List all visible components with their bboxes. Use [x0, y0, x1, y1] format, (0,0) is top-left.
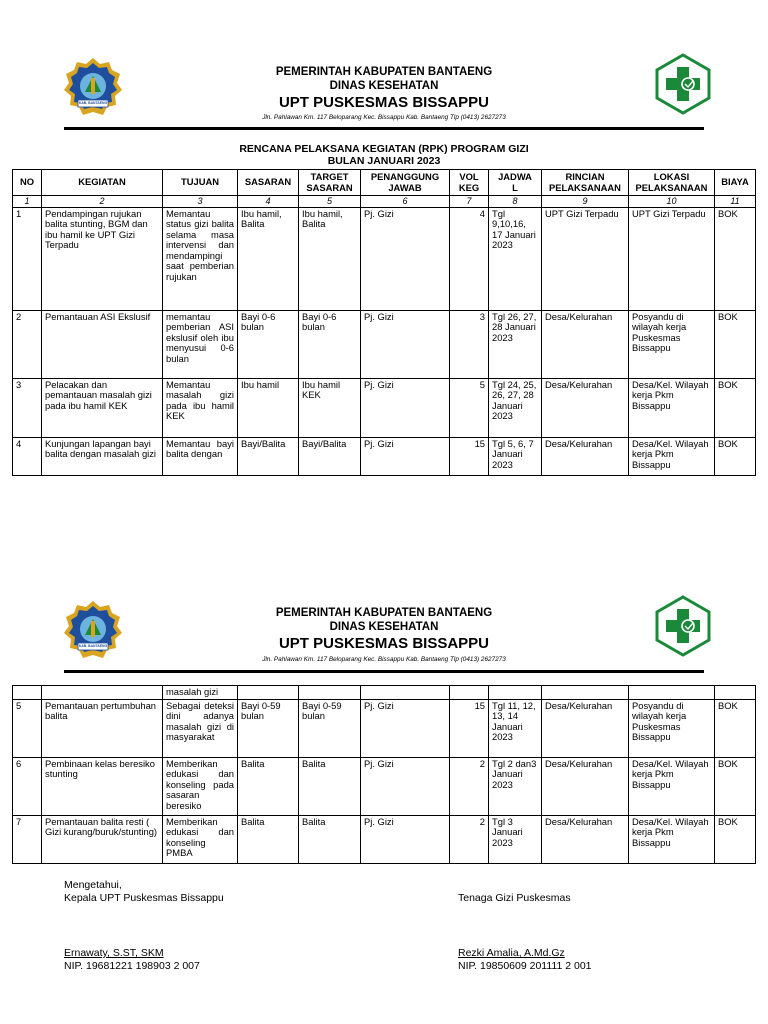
cell-vol: 3 — [450, 310, 489, 378]
letterhead-line-3: UPT PUSKESMAS BISSAPPU — [278, 94, 490, 111]
signature-left — [64, 879, 224, 973]
sig-right-title: Tenaga Gizi Puskesmas — [458, 892, 571, 904]
col-number: 5 — [299, 196, 361, 208]
cell-kegiatan: Pemantauan pertumbuhan balita — [42, 699, 163, 757]
cell-vol: 2 — [450, 757, 489, 815]
cell-vol: 2 — [450, 815, 489, 863]
cell-biaya: BOK — [715, 310, 756, 378]
col-number: 7 — [450, 196, 489, 208]
table-row-continuation — [13, 686, 756, 700]
letterhead-line-2: DINAS KESEHATAN — [329, 80, 439, 92]
emblem-caption: KAB. BANTAENG — [78, 644, 108, 648]
col-number: 9 — [542, 196, 629, 208]
col-number: 6 — [361, 196, 450, 208]
col-number: 2 — [42, 196, 163, 208]
cell-rincian: UPT Gizi Terpadu — [542, 207, 629, 310]
cell-biaya: BOK — [715, 757, 756, 815]
col-header-lokasi: LOKASI PELAKSANAAN — [629, 170, 715, 196]
cell-no: 6 — [13, 757, 42, 815]
cell-tujuan: Memantau status gizi balita selama masa intervensi dan mendampingi saat pemberian rujukan — [163, 207, 238, 310]
cell-rincian: Desa/Kelurahan — [542, 815, 629, 863]
cell-jadwal: Tgl 5, 6, 7 Januari 2023 — [489, 437, 542, 475]
cell-rincian: Desa/Kelurahan — [542, 310, 629, 378]
cell-target: Balita — [299, 757, 361, 815]
cell-lokasi: Desa/Kel. Wilayah kerja Pkm Bissappu — [629, 437, 715, 475]
table-row — [13, 437, 756, 475]
cell-sasaran: Ibu hamil, Balita — [238, 207, 299, 310]
letterhead-line-1: PEMERINTAH KABUPATEN BANTAENG — [275, 66, 493, 78]
sig-left-line-2: Kepala UPT Puskesmas Bissappu — [64, 892, 224, 904]
cell-biaya: BOK — [715, 207, 756, 310]
letterhead-divider — [64, 670, 704, 673]
col-header-no: NO — [13, 170, 42, 196]
cell-rincian: Desa/Kelurahan — [542, 757, 629, 815]
cell-jadwal: Tgl 9,10,16, 17 Januari 2023 — [489, 207, 542, 310]
cell-vol: 4 — [450, 207, 489, 310]
table-header-row — [13, 170, 756, 196]
cell-lokasi: Desa/Kel. Wilayah kerja Pkm Bissappu — [629, 757, 715, 815]
cell-kegiatan: Pembinaan kelas beresiko stunting — [42, 757, 163, 815]
signature-right — [458, 892, 592, 973]
table-row — [13, 207, 756, 310]
cell-sasaran: Bayi 0-59 bulan — [238, 699, 299, 757]
sig-left-nip: NIP. 19681221 198903 2 007 — [64, 960, 200, 972]
cell-tujuan: Memantau masalah gizi pada ibu hamil KEK — [163, 378, 238, 437]
col-number: 8 — [489, 196, 542, 208]
cell-pj: Pj. Gizi — [361, 437, 450, 475]
cell-kegiatan: Pendampingan rujukan balita stunting, BGM dan ibu hamil ke UPT Gizi Terpadu — [42, 207, 163, 310]
table-row — [13, 815, 756, 863]
cell-biaya: BOK — [715, 437, 756, 475]
cell-tujuan: Memberikan edukasi dan konseling pada sasaran beresiko — [163, 757, 238, 815]
cell-pj: Pj. Gizi — [361, 757, 450, 815]
cell-jadwal: Tgl 11, 12, 13, 14 Januari 2023 — [489, 699, 542, 757]
cell-no: 3 — [13, 378, 42, 437]
table-row — [13, 699, 756, 757]
letterhead-line-2: DINAS KESEHATAN — [329, 621, 439, 633]
cell-kegiatan: Pemantauan balita resti ( Gizi kurang/buruk/stunting) — [42, 815, 163, 863]
cell-jadwal: Tgl 24, 25, 26, 27, 28 Januari 2023 — [489, 378, 542, 437]
cell-kegiatan: Pelacakan dan pemantauan masalah gizi pada ibu hamil KEK — [42, 378, 163, 437]
cell-biaya: BOK — [715, 699, 756, 757]
sig-left-line-1: Mengetahui, — [64, 879, 122, 891]
cell-sasaran: Bayi 0-6 bulan — [238, 310, 299, 378]
cell-pj: Pj. Gizi — [361, 699, 450, 757]
cell-target: Bayi 0-59 bulan — [299, 699, 361, 757]
cell-tujuan: Memberikan edukasi dan konseling PMBA — [163, 815, 238, 863]
cell-jadwal: Tgl 2 dan3 Januari 2023 — [489, 757, 542, 815]
cell-target: Bayi 0-6 bulan — [299, 310, 361, 378]
sig-right-name: Rezki Amalia, A.Md.Gz — [458, 947, 565, 959]
cell-target: Ibu hamil, Balita — [299, 207, 361, 310]
cell-kegiatan: Pemantauan ASI Ekslusif — [42, 310, 163, 378]
cell-target: Ibu hamil KEK — [299, 378, 361, 437]
letterhead-text — [200, 65, 568, 112]
cell-no: 5 — [13, 699, 42, 757]
cell-sasaran: Bayi/Balita — [238, 437, 299, 475]
col-header-penanggung-jawab: PENANGGUNG JAWAB — [361, 170, 450, 196]
cell-jadwal: Tgl 26, 27, 28 Januari 2023 — [489, 310, 542, 378]
cell-tujuan: masalah gizi — [163, 686, 238, 700]
cell-biaya: BOK — [715, 815, 756, 863]
cell-tujuan: memantau pemberian ASI ekslusif oleh ibu menyusui 0-6 bulan — [163, 310, 238, 378]
cell-sasaran: Balita — [238, 757, 299, 815]
rpk-table-page2 — [12, 685, 756, 864]
cell-no: 7 — [13, 815, 42, 863]
col-number: 10 — [629, 196, 715, 208]
cell-tujuan: Memantau bayi balita dengan — [163, 437, 238, 475]
cell-biaya: BOK — [715, 378, 756, 437]
puskesmas-cross-icon — [652, 53, 714, 115]
emblem-caption: KAB. BANTAENG — [78, 101, 108, 105]
col-header-vol: VOL KEG — [450, 170, 489, 196]
col-header-jadwal: JADWA L — [489, 170, 542, 196]
cell-rincian: Desa/Kelurahan — [542, 699, 629, 757]
col-header-rincian: RINCIAN PELAKSANAAN — [542, 170, 629, 196]
cell-vol: 15 — [450, 699, 489, 757]
cell-sasaran: Balita — [238, 815, 299, 863]
cell-rincian: Desa/Kelurahan — [542, 378, 629, 437]
title-line-2: BULAN JANUARI 2023 — [327, 155, 441, 167]
cell-lokasi: Desa/Kel. Wilayah kerja Pkm Bissappu — [629, 815, 715, 863]
cell-lokasi: Posyandu di wilayah kerja Puskesmas Bissappu — [629, 310, 715, 378]
letterhead-text — [200, 606, 568, 653]
cell-target: Bayi/Balita — [299, 437, 361, 475]
cell-pj: Pj. Gizi — [361, 310, 450, 378]
cell-target: Balita — [299, 815, 361, 863]
table-row — [13, 378, 756, 437]
cell-vol: 15 — [450, 437, 489, 475]
cell-pj: Pj. Gizi — [361, 207, 450, 310]
cell-pj: Pj. Gizi — [361, 815, 450, 863]
col-header-biaya: BIAYA — [715, 170, 756, 196]
col-header-sasaran: SASARAN — [238, 170, 299, 196]
letterhead-address: Jln. Pahlawan Km. 117 Beloparang Kec. Bissappu Kab. Bantaeng Tlp (0413) 2627273 — [262, 656, 506, 663]
cell-kegiatan: Kunjungan lapangan bayi balita dengan masalah gizi — [42, 437, 163, 475]
letterhead-divider — [64, 127, 704, 130]
bantaeng-emblem-icon — [62, 56, 124, 118]
col-number: 11 — [715, 196, 756, 208]
letterhead-address: Jln. Pahlawan Km. 117 Beloparang Kec. Bissappu Kab. Bantaeng Tlp (0413) 2627273 — [262, 114, 506, 121]
column-number-row — [13, 196, 756, 208]
col-number: 4 — [238, 196, 299, 208]
cell-sasaran: Ibu hamil — [238, 378, 299, 437]
cell-tujuan: Sebagai deteksi dini adanya masalah gizi di masyarakat — [163, 699, 238, 757]
cell-jadwal: Tgl 3 Januari 2023 — [489, 815, 542, 863]
table-row — [13, 310, 756, 378]
letterhead-line-3: UPT PUSKESMAS BISSAPPU — [278, 635, 490, 652]
col-number: 1 — [13, 196, 42, 208]
rpk-table-page1 — [12, 169, 756, 476]
bantaeng-emblem-icon — [62, 599, 124, 661]
col-header-target: TARGET SASARAN — [299, 170, 361, 196]
sig-left-name: Ernawaty, S.ST, SKM — [64, 947, 164, 959]
col-header-tujuan: TUJUAN — [163, 170, 238, 196]
cell-lokasi: UPT Gizi Terpadu — [629, 207, 715, 310]
cell-vol: 5 — [450, 378, 489, 437]
document-title — [150, 143, 618, 167]
col-header-kegiatan: KEGIATAN — [42, 170, 163, 196]
letterhead-line-1: PEMERINTAH KABUPATEN BANTAENG — [275, 607, 493, 619]
cell-lokasi: Posyandu di wilayah kerja Puskesmas Bissappu — [629, 699, 715, 757]
col-number: 3 — [163, 196, 238, 208]
cell-lokasi: Desa/Kel. Wilayah kerja Pkm Bissappu — [629, 378, 715, 437]
cell-pj: Pj. Gizi — [361, 378, 450, 437]
puskesmas-cross-icon — [652, 595, 714, 657]
cell-no: 1 — [13, 207, 42, 310]
table-row — [13, 757, 756, 815]
sig-right-nip: NIP. 19850609 201111 2 001 — [458, 960, 592, 972]
title-line-1: RENCANA PELAKSANA KEGIATAN (RPK) PROGRAM GIZI — [239, 143, 529, 155]
cell-no: 4 — [13, 437, 42, 475]
cell-rincian: Desa/Kelurahan — [542, 437, 629, 475]
cell-no: 2 — [13, 310, 42, 378]
